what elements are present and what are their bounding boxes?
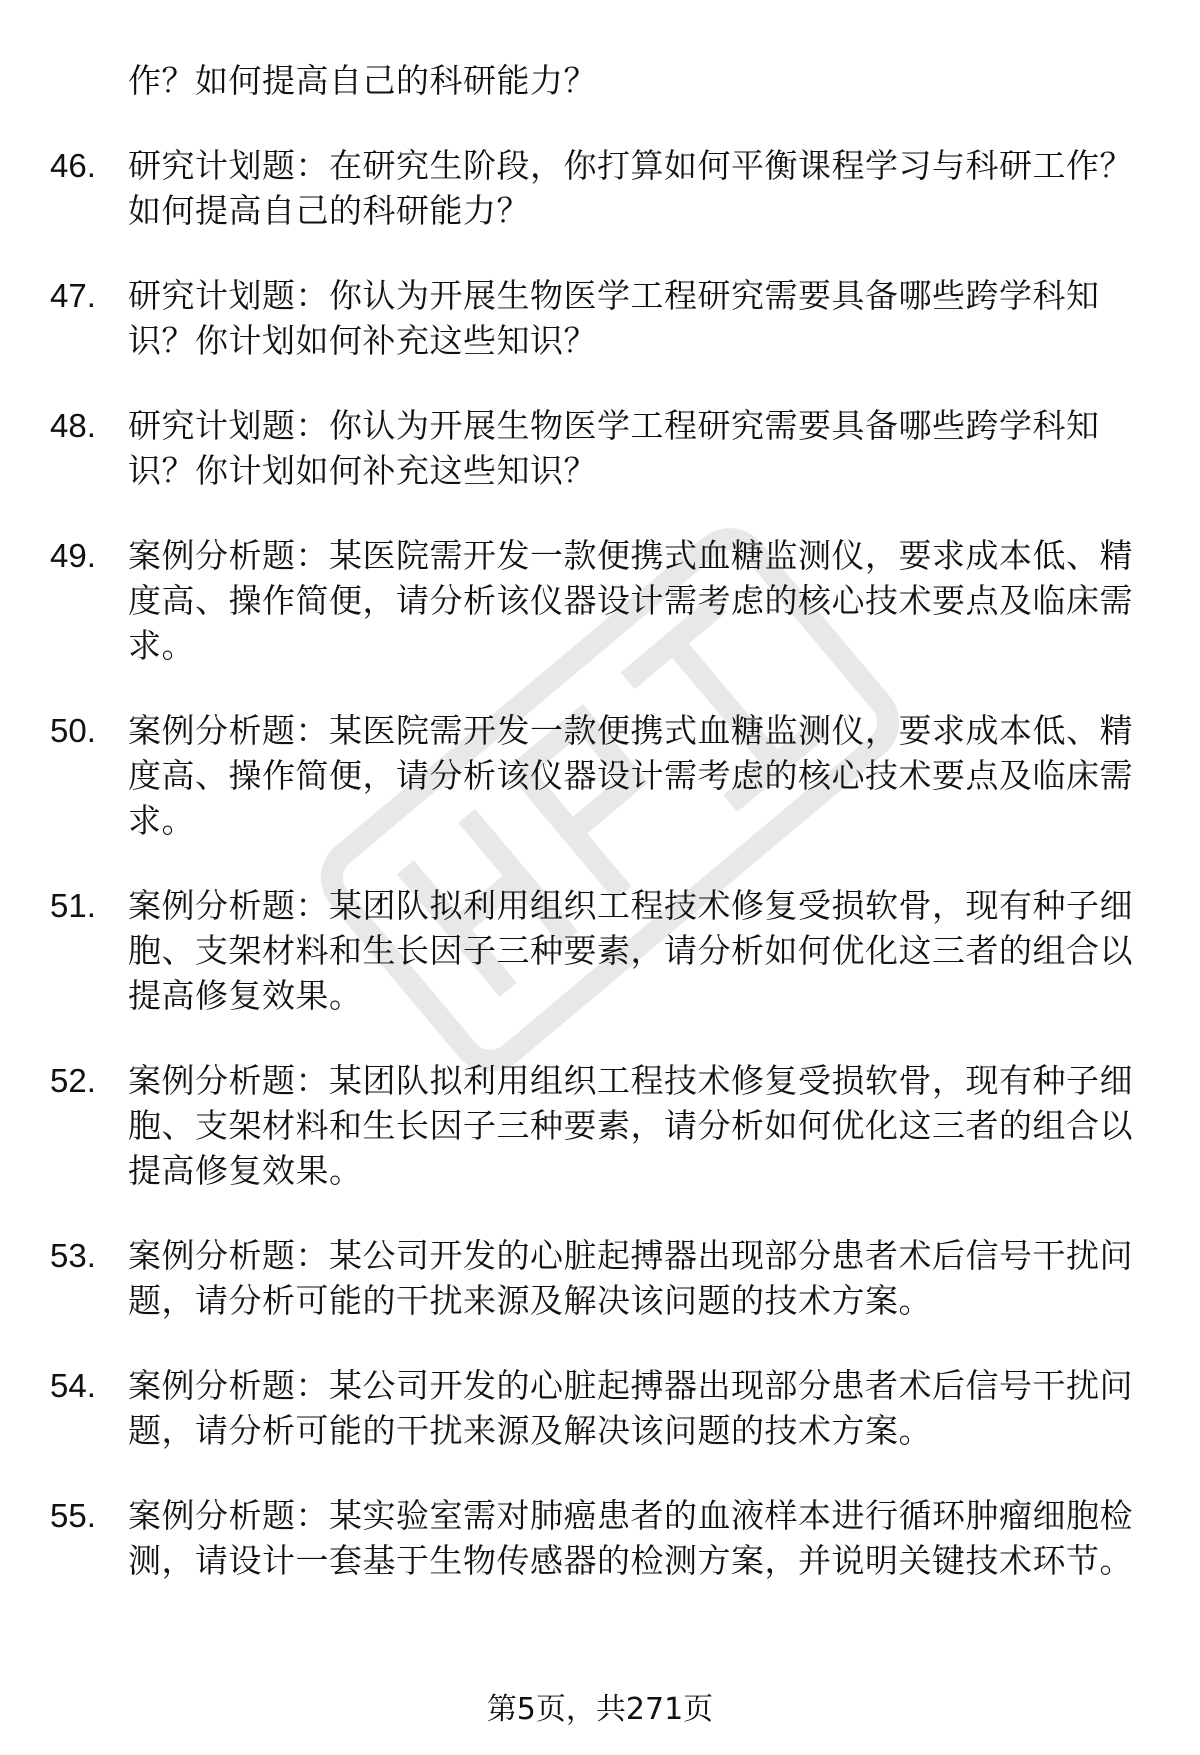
- list-item: [50, 273, 1140, 363]
- list-item: [50, 1493, 1140, 1583]
- item-number: 50.: [50, 712, 96, 749]
- item-text: 案例分析题：某公司开发的心脏起搏器出现部分患者术后信号干扰问题，请分析可能的干扰来源及解决该问题的技术方案。: [128, 1366, 1133, 1450]
- item-text: 研究计划题：你认为开展生物医学工程研究需要具备哪些跨学科知识？你计划如何补充这些知识？: [128, 276, 1100, 360]
- item-number: 47.: [50, 277, 96, 314]
- item-number: 49.: [50, 537, 96, 574]
- item-text: 研究计划题：在研究生阶段，你打算如何平衡课程学习与科研工作？如何提高自己的科研能力？: [128, 146, 1133, 230]
- item-text: 研究计划题：你认为开展生物医学工程研究需要具备哪些跨学科知识？你计划如何补充这些知识？: [128, 406, 1100, 490]
- list-item: [50, 533, 1140, 668]
- list-item: [50, 1058, 1140, 1193]
- list-item: [50, 143, 1140, 233]
- item-text: 案例分析题：某公司开发的心脏起搏器出现部分患者术后信号干扰问题，请分析可能的干扰来源及解决该问题的技术方案。: [128, 1236, 1133, 1320]
- item-text: 案例分析题：某实验室需对肺癌患者的血液样本进行循环肿瘤细胞检测，请设计一套基于生物传感器的检测方案，并说明关键技术环节。: [128, 1496, 1133, 1580]
- item-number: 46.: [50, 147, 96, 184]
- list-item: [50, 403, 1140, 493]
- list-item: [50, 708, 1140, 843]
- list-item: [50, 1363, 1140, 1453]
- page-footer: 第5页，共271页: [486, 1692, 714, 1727]
- item-number: 54.: [50, 1367, 96, 1404]
- question-list: [50, 58, 1140, 1623]
- item-number: 52.: [50, 1062, 96, 1099]
- item-number: 53.: [50, 1237, 96, 1274]
- item-text: 案例分析题：某团队拟利用组织工程技术修复受损软骨，现有种子细胞、支架材料和生长因子三种要素，请分析如何优化这三者的组合以提高修复效果。: [128, 886, 1133, 1015]
- continuation-text: 作？如何提高自己的科研能力？: [128, 61, 597, 100]
- item-number: 51.: [50, 887, 96, 924]
- item-number: 55.: [50, 1497, 96, 1534]
- list-item: [50, 1233, 1140, 1323]
- item-text: 案例分析题：某团队拟利用组织工程技术修复受损软骨，现有种子细胞、支架材料和生长因子三种要素，请分析如何优化这三者的组合以提高修复效果。: [128, 1061, 1133, 1190]
- list-item: [50, 883, 1140, 1018]
- item-number: 48.: [50, 407, 96, 444]
- item-text: 案例分析题：某医院需开发一款便携式血糖监测仪，要求成本低、精度高、操作简便，请分析该仪器设计需考虑的核心技术要点及临床需求。: [128, 536, 1133, 665]
- item-text: 案例分析题：某医院需开发一款便携式血糖监测仪，要求成本低、精度高、操作简便，请分析该仪器设计需考虑的核心技术要点及临床需求。: [128, 711, 1133, 840]
